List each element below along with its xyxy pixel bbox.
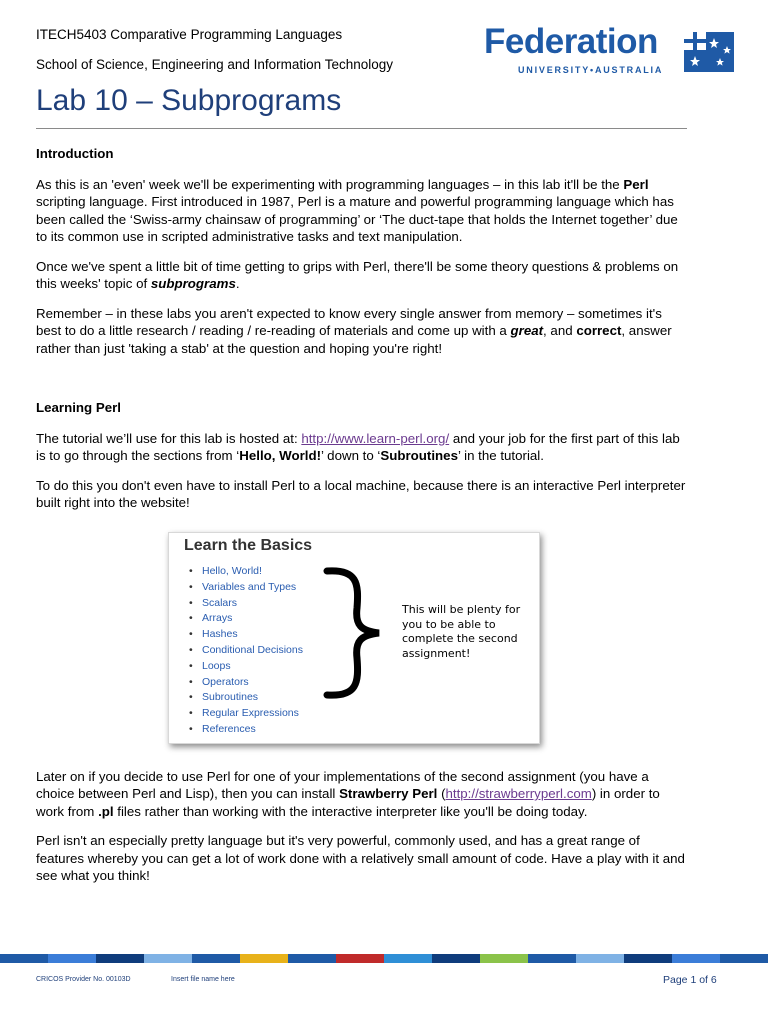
later-paragraph-2: Perl isn't an especially pretty language but it's very powerful, commonly used, and has a great range of features whereby you can get a lot of work done with a relatively small amount of code. Have a play with it and see what you think! [36, 833, 685, 883]
strawberry-perl-link[interactable]: http://strawberryperl.com [445, 786, 592, 801]
list-item: • Hashes [189, 628, 303, 644]
list-item: • Conditional Decisions [189, 644, 303, 660]
footer-color-segment [528, 954, 576, 963]
footer-color-segment [240, 954, 288, 963]
footer-color-segment [672, 954, 720, 963]
list-item: • Subroutines [189, 691, 303, 707]
footer-color-segment [192, 954, 240, 963]
list-item: • Regular Expressions [189, 707, 303, 723]
course-title: ITECH5403 Comparative Programming Languages [36, 27, 343, 42]
list-item: • Hello, World! [189, 565, 303, 581]
list-item: • Arrays [189, 612, 303, 628]
basics-list [189, 565, 303, 739]
intro-paragraph-2: Once we've spent a little bit of time getting to grips with Perl, there'll be some theory questions & problems on this weeks' topic of subprograms. [36, 258, 679, 291]
footer-color-segment [384, 954, 432, 963]
later-paragraph-1: Later on if you decide to use Perl for one of your implementations of the second assignment (you have a choice between Perl and Lisp), then you can install Strawberry Perl (http://strawberryperl.com) in order to work from .pl files rather than working with the interactive interpreter like you'll be doing today. [36, 768, 660, 819]
curly-brace-icon [317, 563, 397, 703]
title-divider [36, 128, 687, 129]
federation-university-logo [484, 22, 736, 78]
logo-wordmark: Federation [484, 22, 658, 61]
cricos-provider: CRICOS Provider No. 00103D [36, 976, 131, 983]
list-item: • Scalars [189, 597, 303, 613]
learning-paragraph-1: The tutorial we’ll use for this lab is hosted at: http://www.learn-perl.org/ and your job for the first part of this lab is to go through the sections from ‘Hello, World!’ down to ‘Subroutines’ in the tutorial. [36, 430, 680, 463]
learning-perl-heading: Learning Perl [36, 400, 121, 415]
learn-perl-link[interactable]: http://www.learn-perl.org/ [301, 430, 450, 446]
figure-note: This will be plenty for you to be able to complete the second assignment! [402, 603, 521, 660]
footer-color-segment [576, 954, 624, 963]
list-item: • Operators [189, 676, 303, 692]
school-name: School of Science, Engineering and Information Technology [36, 57, 393, 72]
introduction-heading: Introduction [36, 146, 114, 161]
document-body [36, 145, 686, 897]
figure-title: Learn the Basics [184, 537, 313, 554]
list-item: • References [189, 723, 303, 739]
footer-color-segment [144, 954, 192, 963]
learning-paragraph-2: To do this you don't even have to install Perl to a local machine, because there is an interactive Perl interpreter built right into the website! [36, 477, 686, 510]
file-name: Insert file name here [171, 976, 235, 983]
footer-color-segment [96, 954, 144, 963]
footer-color-bar [0, 954, 768, 963]
footer-color-segment [48, 954, 96, 963]
intro-paragraph-3: Remember – in these labs you aren't expected to know every single answer from memory – sometimes it's best to do a little research / reading / re-reading of materials and come up with a great, and correct, answer rather than just 'taking a stab' at the question and hoping you're right! [36, 305, 672, 356]
logo-subtitle: UNIVERSITY•AUSTRALIA [518, 65, 664, 75]
footer-color-segment [336, 954, 384, 963]
learn-the-basics-screenshot [168, 532, 540, 744]
intro-paragraph-1: As this is an 'even' week we'll be experimenting with programming languages – in this lab it'll be the Perl scripting language. First introduced in 1987, Perl is a mature and powerful programming language which has been called the ‘Swiss-army chainsaw of programming’ or ‘The duct-tape that holds the Internet together’ due to its common use in scripted administrative tasks and text manipulation. [36, 176, 678, 244]
footer-color-segment [624, 954, 672, 963]
footer-color-segment [480, 954, 528, 963]
page-number: Page 1 of 6 [663, 974, 717, 986]
page-title: Lab 10 – Subprograms [36, 84, 342, 117]
footer-color-segment [432, 954, 480, 963]
list-item: • Variables and Types [189, 581, 303, 597]
flag-icon [684, 32, 734, 72]
footer-color-segment [0, 954, 48, 963]
footer-color-segment [720, 954, 768, 963]
footer-color-segment [288, 954, 336, 963]
list-item: • Loops [189, 660, 303, 676]
